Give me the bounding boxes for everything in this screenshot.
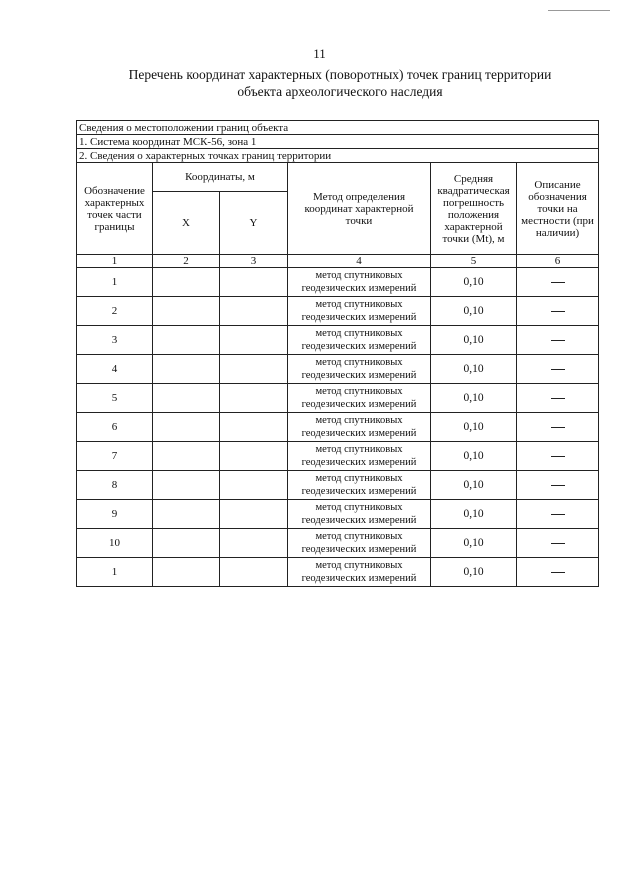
point-cell: 5 — [77, 384, 153, 413]
header-x: X — [153, 192, 220, 255]
x-cell — [153, 529, 220, 558]
y-cell — [220, 413, 288, 442]
x-cell — [153, 471, 220, 500]
column-number: 5 — [431, 255, 517, 268]
table-row — [77, 558, 599, 587]
mt-cell: 0,10 — [431, 326, 517, 355]
method-cell: метод спутниковых геодезических измерений — [288, 355, 431, 384]
mt-cell: 0,10 — [431, 355, 517, 384]
method-cell: метод спутниковых геодезических измерений — [288, 384, 431, 413]
column-number: 6 — [517, 255, 599, 268]
document-title — [90, 66, 590, 100]
point-cell: 8 — [77, 471, 153, 500]
method-cell: метод спутниковых геодезических измерений — [288, 529, 431, 558]
x-cell — [153, 297, 220, 326]
description-cell — [517, 384, 599, 413]
method-cell: метод спутниковых геодезических измерений — [288, 326, 431, 355]
mt-cell: 0,10 — [431, 384, 517, 413]
table-row — [77, 413, 599, 442]
point-cell: 1 — [77, 268, 153, 297]
mt-cell: 0,10 — [431, 471, 517, 500]
y-cell — [220, 326, 288, 355]
y-cell — [220, 529, 288, 558]
dash-mark — [551, 398, 565, 399]
dash-mark — [551, 369, 565, 370]
x-cell — [153, 558, 220, 587]
mt-cell: 0,10 — [431, 558, 517, 587]
page-number: 11 — [313, 46, 326, 61]
y-cell — [220, 297, 288, 326]
dash-mark — [551, 572, 565, 573]
dash-mark — [551, 485, 565, 486]
table-row — [77, 471, 599, 500]
point-cell: 7 — [77, 442, 153, 471]
table-row — [77, 384, 599, 413]
description-cell — [517, 442, 599, 471]
description-cell — [517, 268, 599, 297]
point-cell: 10 — [77, 529, 153, 558]
point-cell: 9 — [77, 500, 153, 529]
header-description: Описание обозначения точки на местности (при наличии) — [517, 163, 599, 255]
table-row — [77, 529, 599, 558]
mt-cell: 0,10 — [431, 442, 517, 471]
y-cell — [220, 355, 288, 384]
method-cell: метод спутниковых геодезических измерений — [288, 442, 431, 471]
description-cell — [517, 529, 599, 558]
x-cell — [153, 384, 220, 413]
info-row-points-info: 2. Сведения о характерных точках границ территории — [77, 149, 599, 163]
mt-cell: 0,10 — [431, 500, 517, 529]
method-cell: метод спутниковых геодезических измерений — [288, 471, 431, 500]
header-method: Метод определения координат характерной точки — [288, 163, 431, 255]
table-row — [77, 326, 599, 355]
info-row-location: Сведения о местоположении границ объекта — [77, 121, 599, 135]
title-line-2: объекта археологического наследия — [237, 84, 443, 99]
description-cell — [517, 500, 599, 529]
dash-mark — [551, 340, 565, 341]
x-cell — [153, 326, 220, 355]
table-row — [77, 442, 599, 471]
header-y: Y — [220, 192, 288, 255]
method-cell: метод спутниковых геодезических измерений — [288, 413, 431, 442]
table-row — [77, 297, 599, 326]
dash-mark — [551, 427, 565, 428]
dash-mark — [551, 282, 565, 283]
y-cell — [220, 442, 288, 471]
point-cell: 2 — [77, 297, 153, 326]
description-cell — [517, 413, 599, 442]
y-cell — [220, 558, 288, 587]
description-cell — [517, 355, 599, 384]
table-row — [77, 500, 599, 529]
description-cell — [517, 297, 599, 326]
method-cell: метод спутниковых геодезических измерений — [288, 500, 431, 529]
dash-mark — [551, 311, 565, 312]
description-cell — [517, 326, 599, 355]
point-cell: 3 — [77, 326, 153, 355]
mt-cell: 0,10 — [431, 297, 517, 326]
table-row — [77, 268, 599, 297]
point-cell: 4 — [77, 355, 153, 384]
x-cell — [153, 268, 220, 297]
y-cell — [220, 500, 288, 529]
x-cell — [153, 500, 220, 529]
y-cell — [220, 268, 288, 297]
dash-mark — [551, 543, 565, 544]
column-number: 2 — [153, 255, 220, 268]
y-cell — [220, 471, 288, 500]
y-cell — [220, 384, 288, 413]
method-cell: метод спутниковых геодезических измерений — [288, 297, 431, 326]
description-cell — [517, 558, 599, 587]
method-cell: метод спутниковых геодезических измерений — [288, 268, 431, 297]
mt-cell: 0,10 — [431, 413, 517, 442]
header-coordinates: Координаты, м — [153, 163, 288, 192]
info-row-coordinate-system: 1. Система координат МСК-56, зона 1 — [77, 135, 599, 149]
method-cell: метод спутниковых геодезических измерений — [288, 558, 431, 587]
x-cell — [153, 355, 220, 384]
title-line-1: Перечень координат характерных (поворотных) точек границ территории — [128, 67, 552, 82]
dash-mark — [551, 514, 565, 515]
header-designation: Обозначение характерных точек части границы — [77, 163, 153, 255]
mt-cell: 0,10 — [431, 529, 517, 558]
dash-mark — [551, 456, 565, 457]
coordinates-table — [76, 120, 599, 587]
mt-cell: 0,10 — [431, 268, 517, 297]
column-number: 1 — [77, 255, 153, 268]
column-number: 3 — [220, 255, 288, 268]
column-number: 4 — [288, 255, 431, 268]
x-cell — [153, 442, 220, 471]
corner-mark — [548, 10, 610, 11]
point-cell: 1 — [77, 558, 153, 587]
point-cell: 6 — [77, 413, 153, 442]
description-cell — [517, 471, 599, 500]
header-mt: Средняя квадратическая погрешность положения характерной точки (Mt), м — [431, 163, 517, 255]
x-cell — [153, 413, 220, 442]
table-row — [77, 355, 599, 384]
